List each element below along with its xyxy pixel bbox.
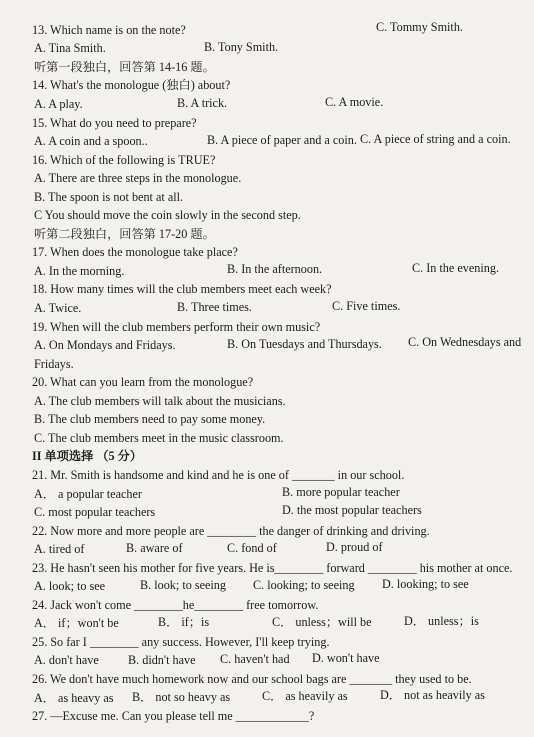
line-text: A． a popular teacher [34, 486, 142, 501]
line-text: 26. We don't have much homework now and our school bags are _______ they used to be. [32, 672, 472, 687]
line-text: II 单项选择 （5 分） [32, 449, 143, 464]
option-text: B. A trick. [177, 95, 228, 110]
line-text: 13. Which name is on the note? [32, 22, 186, 37]
option-text: C. Tommy Smith. [376, 20, 463, 35]
text-line [0, 132, 534, 150]
option-text: B. aware of [126, 541, 183, 556]
line-text: 听第一段独白，回答第 14-16 题。 [34, 59, 215, 74]
option-text: B. didn't have [128, 652, 196, 667]
line-text: C You should move the coin slowly in the second step. [34, 208, 301, 223]
line-text: A． if；won't be [34, 616, 119, 631]
text-line [0, 373, 534, 391]
line-text: 23. He hasn't seen his mother for five years. He is________ forward ________ his mother at once. [32, 560, 513, 575]
line-text: A. don't have [34, 653, 99, 668]
text-line [0, 707, 534, 725]
text-line [0, 77, 534, 95]
line-text: 17. When does the monologue take place? [32, 245, 238, 260]
option-text: B. look; to seeing [140, 578, 226, 593]
text-line [0, 95, 534, 113]
text-line [0, 485, 534, 503]
option-text: D. won't have [312, 651, 380, 666]
option-text: B． not so heavy as [132, 689, 231, 704]
option-text: D. the most popular teachers [282, 503, 422, 518]
line-text: Fridays. [34, 356, 74, 371]
option-text: C. A piece of string and a coin. [360, 131, 511, 146]
line-text: 18. How many times will the club members meet each week? [32, 282, 332, 297]
text-line [0, 262, 534, 280]
text-line [0, 392, 534, 410]
line-text: 22. Now more and more people are ________ the danger of drinking and driving. [32, 523, 430, 538]
line-text: 14. What's the monologue (独白) about? [32, 78, 231, 93]
line-text: 24. Jack won't come ________he________ free tomorrow. [32, 597, 319, 612]
text-line [0, 151, 534, 169]
line-text: A. There are three steps in the monologue. [34, 171, 242, 186]
text-line [0, 522, 534, 540]
text-line [0, 207, 534, 225]
line-text: A. look; to see [34, 579, 106, 594]
option-text: B. Tony Smith. [204, 40, 279, 55]
line-text: 25. So far I ________ any success. However, I'll keep trying. [32, 634, 330, 649]
line-text: A. tired of [34, 542, 85, 557]
text-line [0, 40, 534, 58]
line-text: A． as heavy as [34, 690, 114, 705]
option-text: D. proud of [326, 539, 383, 554]
option-text: C. haven't had [220, 652, 290, 667]
line-text: B. The spoon is not bent at all. [34, 189, 184, 204]
line-text: 20. What can you learn from the monologue? [32, 375, 254, 390]
text-line [0, 578, 534, 596]
text-line [0, 540, 534, 558]
text-line [0, 225, 534, 243]
text-line [0, 188, 534, 206]
line-text: C. most popular teachers [34, 505, 156, 520]
text-line [0, 466, 534, 484]
option-text: B. Three times. [177, 299, 252, 314]
line-text: A. In the morning. [34, 263, 125, 278]
option-text: C. On Wednesdays and [408, 335, 522, 350]
option-text: C. Five times. [332, 298, 401, 313]
option-text: D. looking; to see [382, 576, 469, 591]
text-line [0, 503, 534, 521]
option-text: B. more popular teacher [282, 484, 400, 499]
line-text: 16. Which of the following is TRUE? [32, 152, 216, 167]
line-text: C. The club members meet in the music classroom. [34, 430, 284, 445]
line-text: A. A play. [34, 96, 83, 111]
text-line [0, 336, 534, 354]
text-line [0, 633, 534, 651]
line-text: B. The club members need to pay some money. [34, 412, 266, 427]
line-text: 19. When will the club members perform their own music? [32, 319, 321, 334]
text-line [0, 411, 534, 429]
option-text: C. looking; to seeing [253, 577, 355, 592]
option-text: C. A movie. [325, 94, 384, 109]
option-text: B. A piece of paper and a coin. [207, 132, 357, 147]
text-line [0, 299, 534, 317]
text-line [0, 21, 534, 39]
line-text: 听第二段独白，回答第 17-20 题。 [34, 226, 215, 241]
text-line [0, 429, 534, 447]
option-text: D． unless；is [404, 613, 479, 628]
text-line [0, 169, 534, 187]
line-text: 27. —Excuse me. Can you please tell me ____________? [32, 709, 315, 724]
option-text: C． unless；will be [272, 614, 372, 629]
option-text: C. In the evening. [412, 261, 499, 276]
line-text: A. On Mondays and Fridays. [34, 338, 176, 353]
text-line [0, 615, 534, 633]
line-text: A. Tina Smith. [34, 41, 106, 56]
line-text: 21. Mr. Smith is handsome and kind and he is one of _______ in our school. [32, 467, 405, 482]
line-text: A. A coin and a spoon.. [34, 134, 148, 149]
text-line [0, 689, 534, 707]
option-text: B． if；is [158, 615, 210, 630]
text-line [0, 652, 534, 670]
line-text: 15. What do you need to prepare? [32, 115, 197, 130]
option-text: C． as heavily as [262, 688, 348, 703]
option-text: B. In the afternoon. [227, 262, 323, 277]
line-text: A. The club members will talk about the musicians. [34, 393, 286, 408]
option-text: C. fond of [227, 540, 277, 555]
option-text: D． not as heavily as [380, 687, 485, 702]
text-line [0, 58, 534, 76]
option-text: B. On Tuesdays and Thursdays. [227, 336, 382, 351]
text-line [0, 448, 534, 466]
text-line [0, 355, 534, 373]
text-line [0, 281, 534, 299]
line-text: A. Twice. [34, 301, 82, 315]
